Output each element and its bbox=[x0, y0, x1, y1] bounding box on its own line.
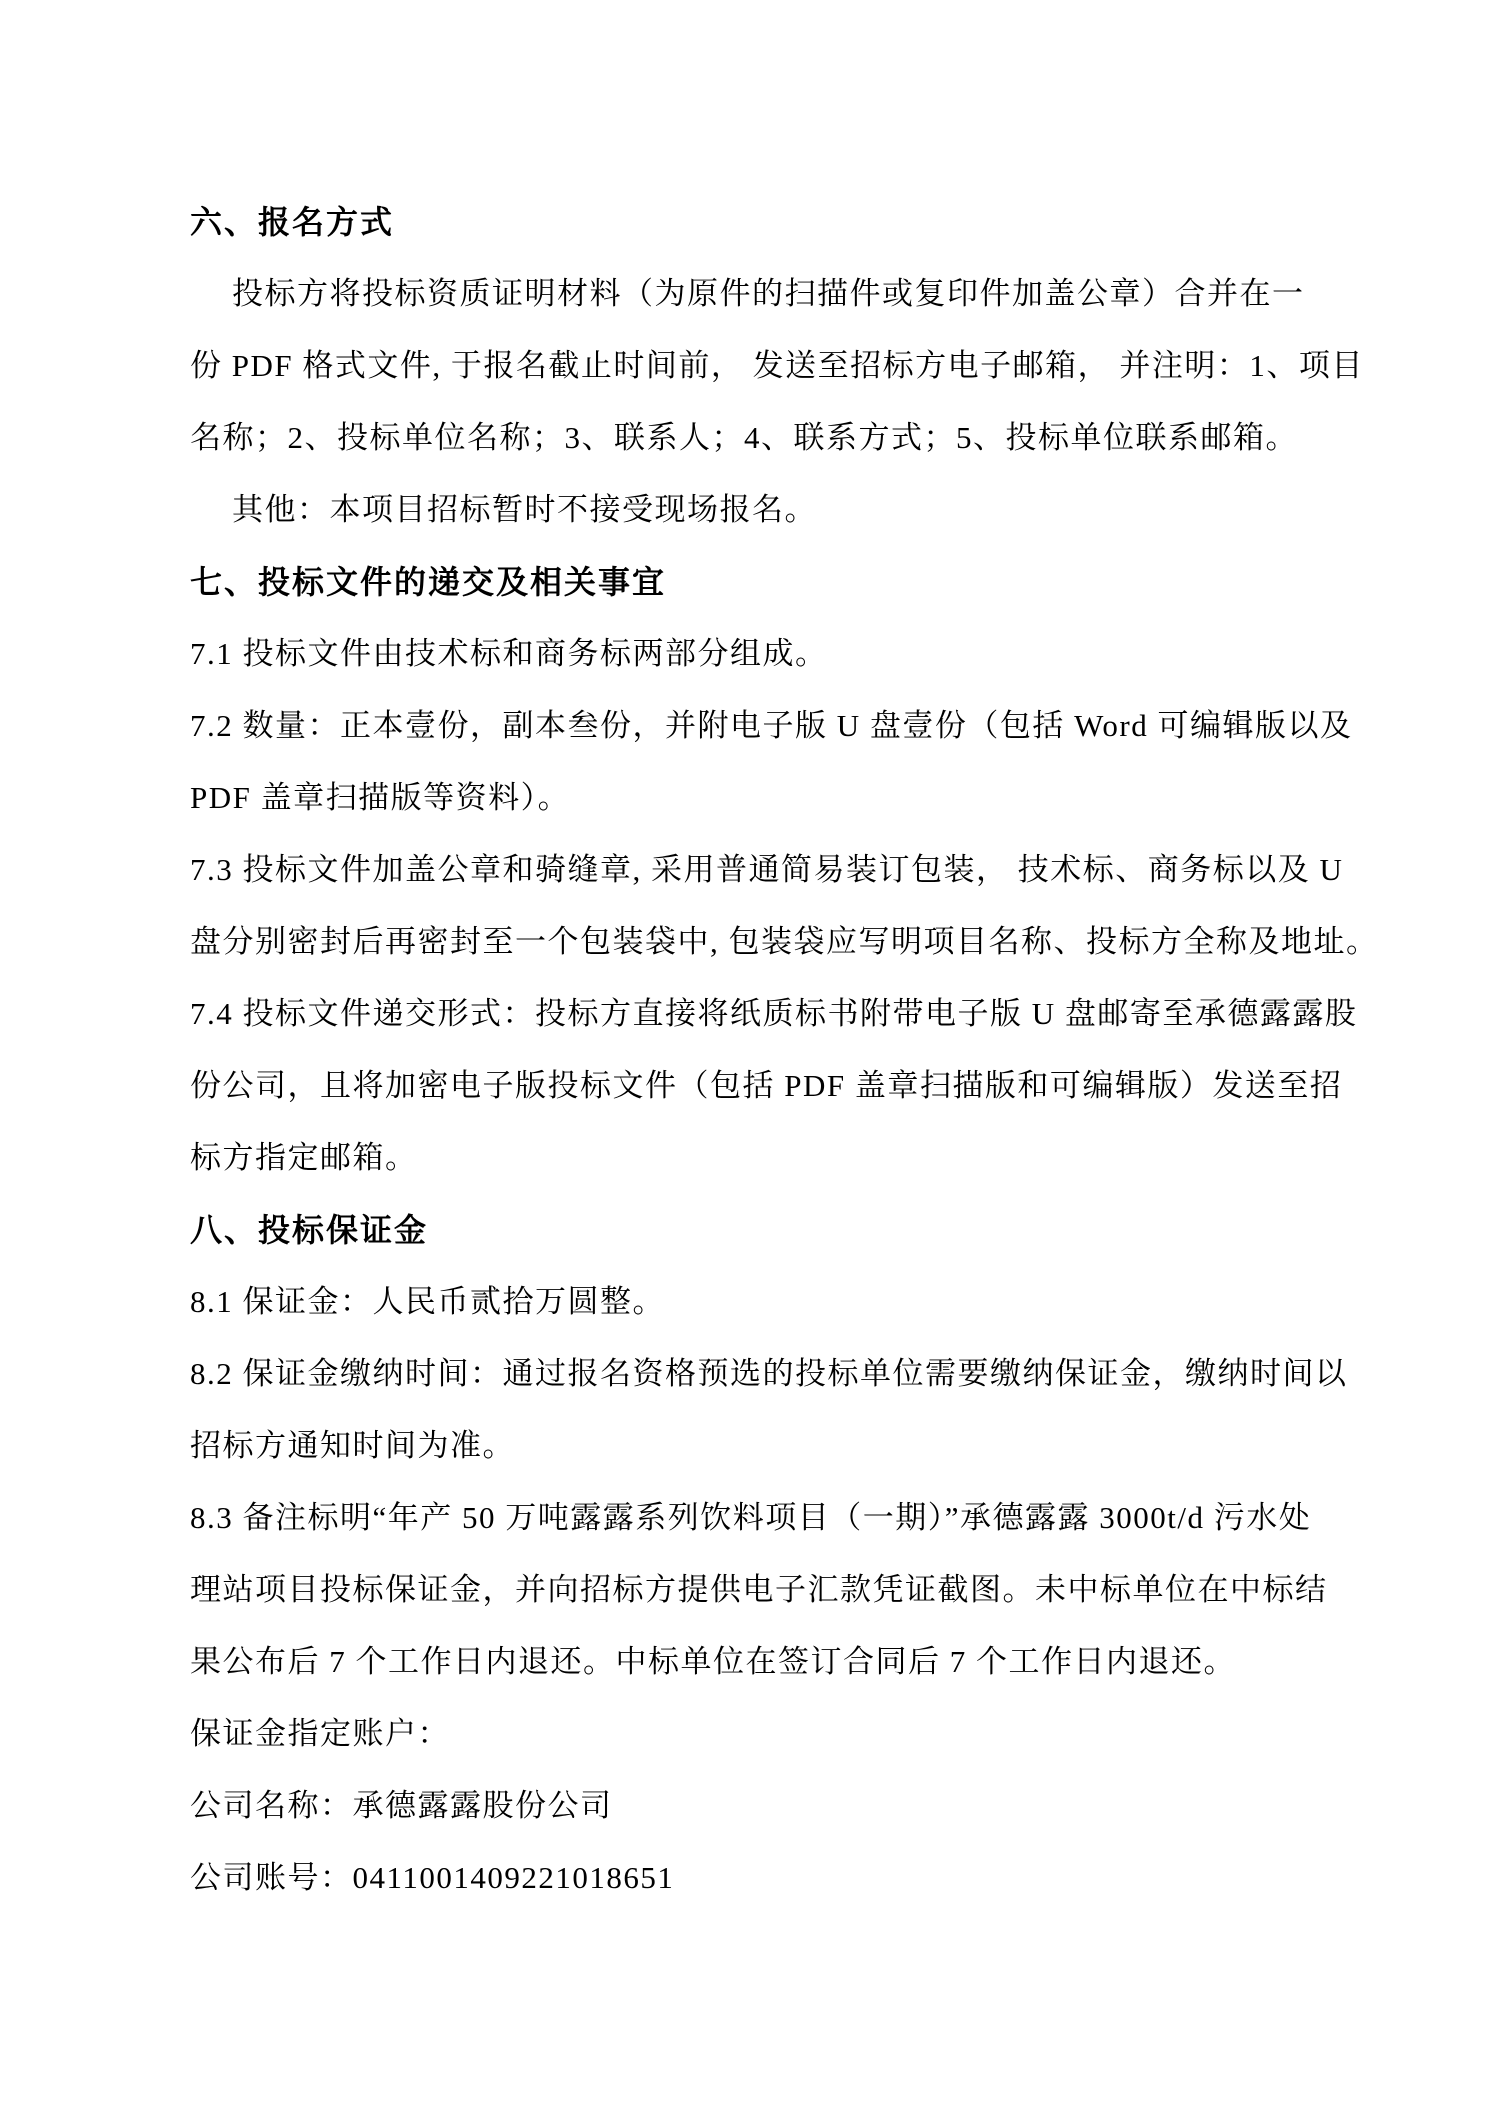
paragraph-line: 份公司，且将加密电子版投标文件（包括 PDF 盖章扫描版和可编辑版）发送至招 bbox=[190, 1068, 1343, 1103]
paragraph-line: 份 PDF 格式文件, 于报名截止时间前， 发送至招标方电子邮箱， 并注明：1、项目 bbox=[190, 348, 1364, 383]
deposit-account-label: 保证金指定账户： bbox=[190, 1716, 450, 1751]
company-account-line: 公司账号：0411001409221018651 bbox=[190, 1860, 675, 1895]
paragraph-line: 招标方通知时间为准。 bbox=[190, 1428, 515, 1463]
paragraph-line: 标方指定邮箱。 bbox=[190, 1140, 418, 1175]
paragraph-line: 果公布后 7 个工作日内退还。中标单位在签订合同后 7 个工作日内退还。 bbox=[190, 1644, 1236, 1679]
paragraph-line: 8.3 备注标明“年产 50 万吨露露系列饮料项目（一期）”承德露露 3000t/d 污水处 bbox=[190, 1500, 1312, 1535]
company-name-line: 公司名称：承德露露股份公司 bbox=[190, 1788, 613, 1823]
paragraph-line: PDF 盖章扫描版等资料）。 bbox=[190, 780, 571, 815]
paragraph-line: 7.4 投标文件递交形式：投标方直接将纸质标书附带电子版 U 盘邮寄至承德露露股 bbox=[190, 996, 1358, 1031]
paragraph-line: 名称；2、投标单位名称；3、联系人；4、联系方式；5、投标单位联系邮箱。 bbox=[190, 420, 1298, 455]
paragraph-line: 其他：本项目招标暂时不接受现场报名。 bbox=[232, 492, 817, 527]
paragraph-line: 投标方将投标资质证明材料（为原件的扫描件或复印件加盖公章）合并在一 bbox=[232, 276, 1305, 311]
section-heading-6: 六、报名方式 bbox=[190, 204, 395, 240]
paragraph-line: 7.1 投标文件由技术标和商务标两部分组成。 bbox=[190, 636, 828, 671]
paragraph-line: 7.3 投标文件加盖公章和骑缝章, 采用普通简易装订包装， 技术标、商务标以及 U bbox=[190, 852, 1344, 887]
document-body bbox=[190, 186, 1379, 1914]
paragraph-line: 8.1 保证金：人民币贰拾万圆整。 bbox=[190, 1284, 665, 1319]
paragraph-line: 理站项目投标保证金，并向招标方提供电子汇款凭证截图。未中标单位在中标结 bbox=[190, 1572, 1328, 1607]
section-heading-7: 七、投标文件的递交及相关事宜 bbox=[190, 564, 667, 600]
paragraph-line: 8.2 保证金缴纳时间：通过报名资格预选的投标单位需要缴纳保证金，缴纳时间以 bbox=[190, 1356, 1348, 1391]
section-heading-8: 八、投标保证金 bbox=[190, 1212, 429, 1248]
paragraph-line: 7.2 数量：正本壹份，副本叁份，并附电子版 U 盘壹份（包括 Word 可编辑版以及 bbox=[190, 708, 1353, 743]
paragraph-line: 盘分别密封后再密封至一个包装袋中, 包装袋应写明项目名称、投标方全称及地址。 bbox=[190, 924, 1379, 959]
